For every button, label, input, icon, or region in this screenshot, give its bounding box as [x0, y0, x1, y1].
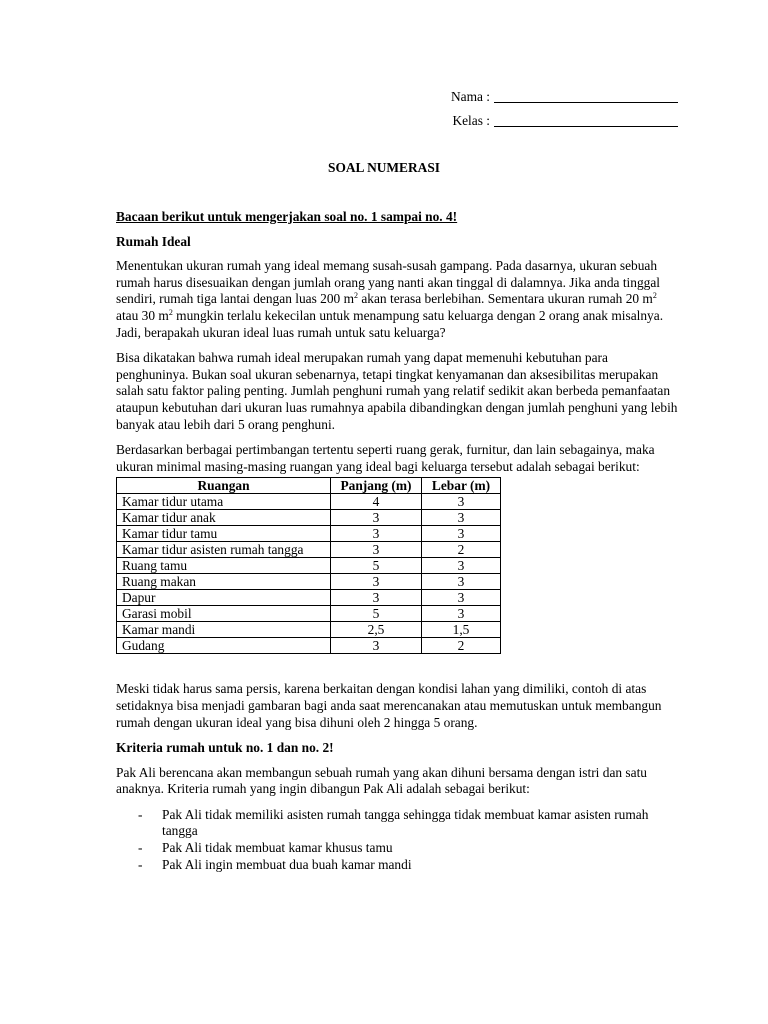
criteria-text: Pak Ali tidak memiliki asisten rumah tangga sehingga tidak membuat kamar asisten rumah tangga	[162, 806, 649, 839]
cell-length: 3	[331, 510, 422, 526]
cell-length: 3	[331, 638, 422, 654]
table-row	[117, 590, 501, 606]
table-row	[117, 574, 501, 590]
cell-length: 5	[331, 558, 422, 574]
table-row	[117, 606, 501, 622]
cell-room: Kamar mandi	[117, 622, 331, 638]
table-row	[117, 542, 501, 558]
table-header-row	[117, 478, 501, 494]
paragraph-1-part-d: mungkin terlalu kekecilan untuk menampung satu keluarga dengan 2 orang anak misalnya. Jadi, berapakah ukuran ideal luas rumah untuk satu keluarga?	[116, 307, 664, 340]
column-header-panjang: Panjang (m)	[331, 478, 422, 494]
cell-length: 3	[331, 526, 422, 542]
bullet-dash: -	[138, 840, 143, 856]
class-field-row	[444, 113, 684, 130]
cell-length: 3	[331, 590, 422, 606]
cell-width: 3	[422, 590, 501, 606]
list-item	[116, 807, 678, 840]
class-blank-line	[494, 113, 678, 127]
cell-width: 3	[422, 526, 501, 542]
cell-length: 4	[331, 494, 422, 510]
paragraph-1	[116, 258, 678, 341]
paragraph-1-part-c: atau 30 m	[116, 307, 169, 323]
cell-width: 1,5	[422, 622, 501, 638]
column-header-ruangan: Ruangan	[117, 478, 331, 494]
paragraph-3: Berdasarkan berbagai pertimbangan tertentu seperti ruang gerak, furnitur, dan lain sebagainya, maka ukuran minimal masing-masing ruangan yang ideal bagi keluarga tersebut adalah sebagai berikut:	[116, 442, 655, 474]
table-row	[117, 558, 501, 574]
cell-room: Kamar tidur utama	[117, 494, 331, 510]
paragraph-1-part-a: Menentukan ukuran rumah yang ideal memang susah-susah gampang. Pada dasarnya, ukuran sebuah rumah harus disesuaikan dengan jumlah orang yang nanti akan tinggal di dalamnya. Jika anda tinggal sendiri, rumah tiga lantai dengan luas 200 m	[116, 258, 661, 307]
name-blank-line	[494, 89, 678, 103]
column-header-lebar: Lebar (m)	[422, 478, 501, 494]
table-row	[117, 510, 501, 526]
criteria-title: Kriteria rumah untuk no. 1 dan no. 2!	[116, 740, 334, 756]
bullet-dash: -	[138, 806, 143, 822]
name-label: Nama :	[450, 89, 490, 104]
cell-room: Ruang makan	[117, 574, 331, 590]
paragraph-2: Bisa dikatakan bahwa rumah ideal merupakan rumah yang dapat memenuhi kebutuhan para penghuninya. Bukan soal ukuran sebenarnya, tetapi tingkat kenyamanan dan aksesibilitas merupakan salah satu faktor paling penting. Jumlah penghuni rumah yang relatif sedikit akan berbeda pemanfaatan ataupun kebutuhan dari ukuran luas rumahnya apabila dibandingkan dengan jumlah penghuni yang lebih banyak atau lebih dari 5 orang penghuni.	[116, 350, 678, 432]
document-body	[116, 209, 678, 873]
name-field-row	[444, 89, 684, 106]
cell-room: Ruang tamu	[117, 558, 331, 574]
table-row	[117, 622, 501, 638]
list-item	[116, 840, 678, 857]
room-size-table	[116, 477, 501, 654]
page-title: SOAL NUMERASI	[328, 160, 440, 175]
superscript-1: 2	[354, 291, 358, 301]
cell-width: 2	[422, 542, 501, 558]
paragraph-4: Meski tidak harus sama persis, karena berkaitan dengan kondisi lahan yang dimiliki, contoh di atas setidaknya bisa menjadi gambaran bagi anda saat merencanakan atau memutuskan untuk membangun rumah dengan ukuran ideal yang bisa dihuni oleh 2 hingga 5 orang.	[116, 681, 662, 730]
cell-room: Garasi mobil	[117, 606, 331, 622]
cell-length: 3	[331, 574, 422, 590]
paragraph-1-part-b: akan terasa berlebihan. Sementara ukuran rumah 20 m	[358, 291, 653, 307]
cell-width: 3	[422, 510, 501, 526]
cell-width: 3	[422, 606, 501, 622]
table-row	[117, 526, 501, 542]
table-row	[117, 638, 501, 654]
table-row	[117, 494, 501, 510]
cell-width: 3	[422, 494, 501, 510]
criteria-list	[116, 807, 678, 873]
superscript-3: 2	[168, 307, 173, 317]
cell-room: Kamar tidur anak	[117, 510, 331, 526]
superscript-2: 2	[652, 291, 657, 301]
bullet-dash: -	[138, 856, 143, 872]
paragraph-5: Pak Ali berencana akan membangun sebuah rumah yang akan dihuni bersama dengan istri dan satu anaknya. Kriteria rumah yang ingin dibangun Pak Ali adalah sebagai berikut:	[116, 764, 647, 797]
cell-room: Kamar tidur asisten rumah tangga	[117, 542, 331, 558]
cell-width: 3	[422, 558, 501, 574]
cell-room: Gudang	[117, 638, 331, 654]
cell-width: 3	[422, 574, 501, 590]
cell-length: 2,5	[331, 622, 422, 638]
class-label: Kelas :	[452, 113, 490, 128]
section-title: Rumah Ideal	[116, 233, 191, 249]
list-item	[116, 857, 678, 874]
reading-instruction: Bacaan berikut untuk mengerjakan soal no. 1 sampai no. 4!	[116, 209, 458, 224]
cell-width: 2	[422, 638, 501, 654]
criteria-text: Pak Ali ingin membuat dua buah kamar mandi	[162, 856, 412, 872]
cell-length: 5	[331, 606, 422, 622]
criteria-text: Pak Ali tidak membuat kamar khusus tamu	[162, 840, 393, 856]
cell-room: Kamar tidur tamu	[117, 526, 331, 542]
cell-length: 3	[331, 542, 422, 558]
cell-room: Dapur	[117, 590, 331, 606]
